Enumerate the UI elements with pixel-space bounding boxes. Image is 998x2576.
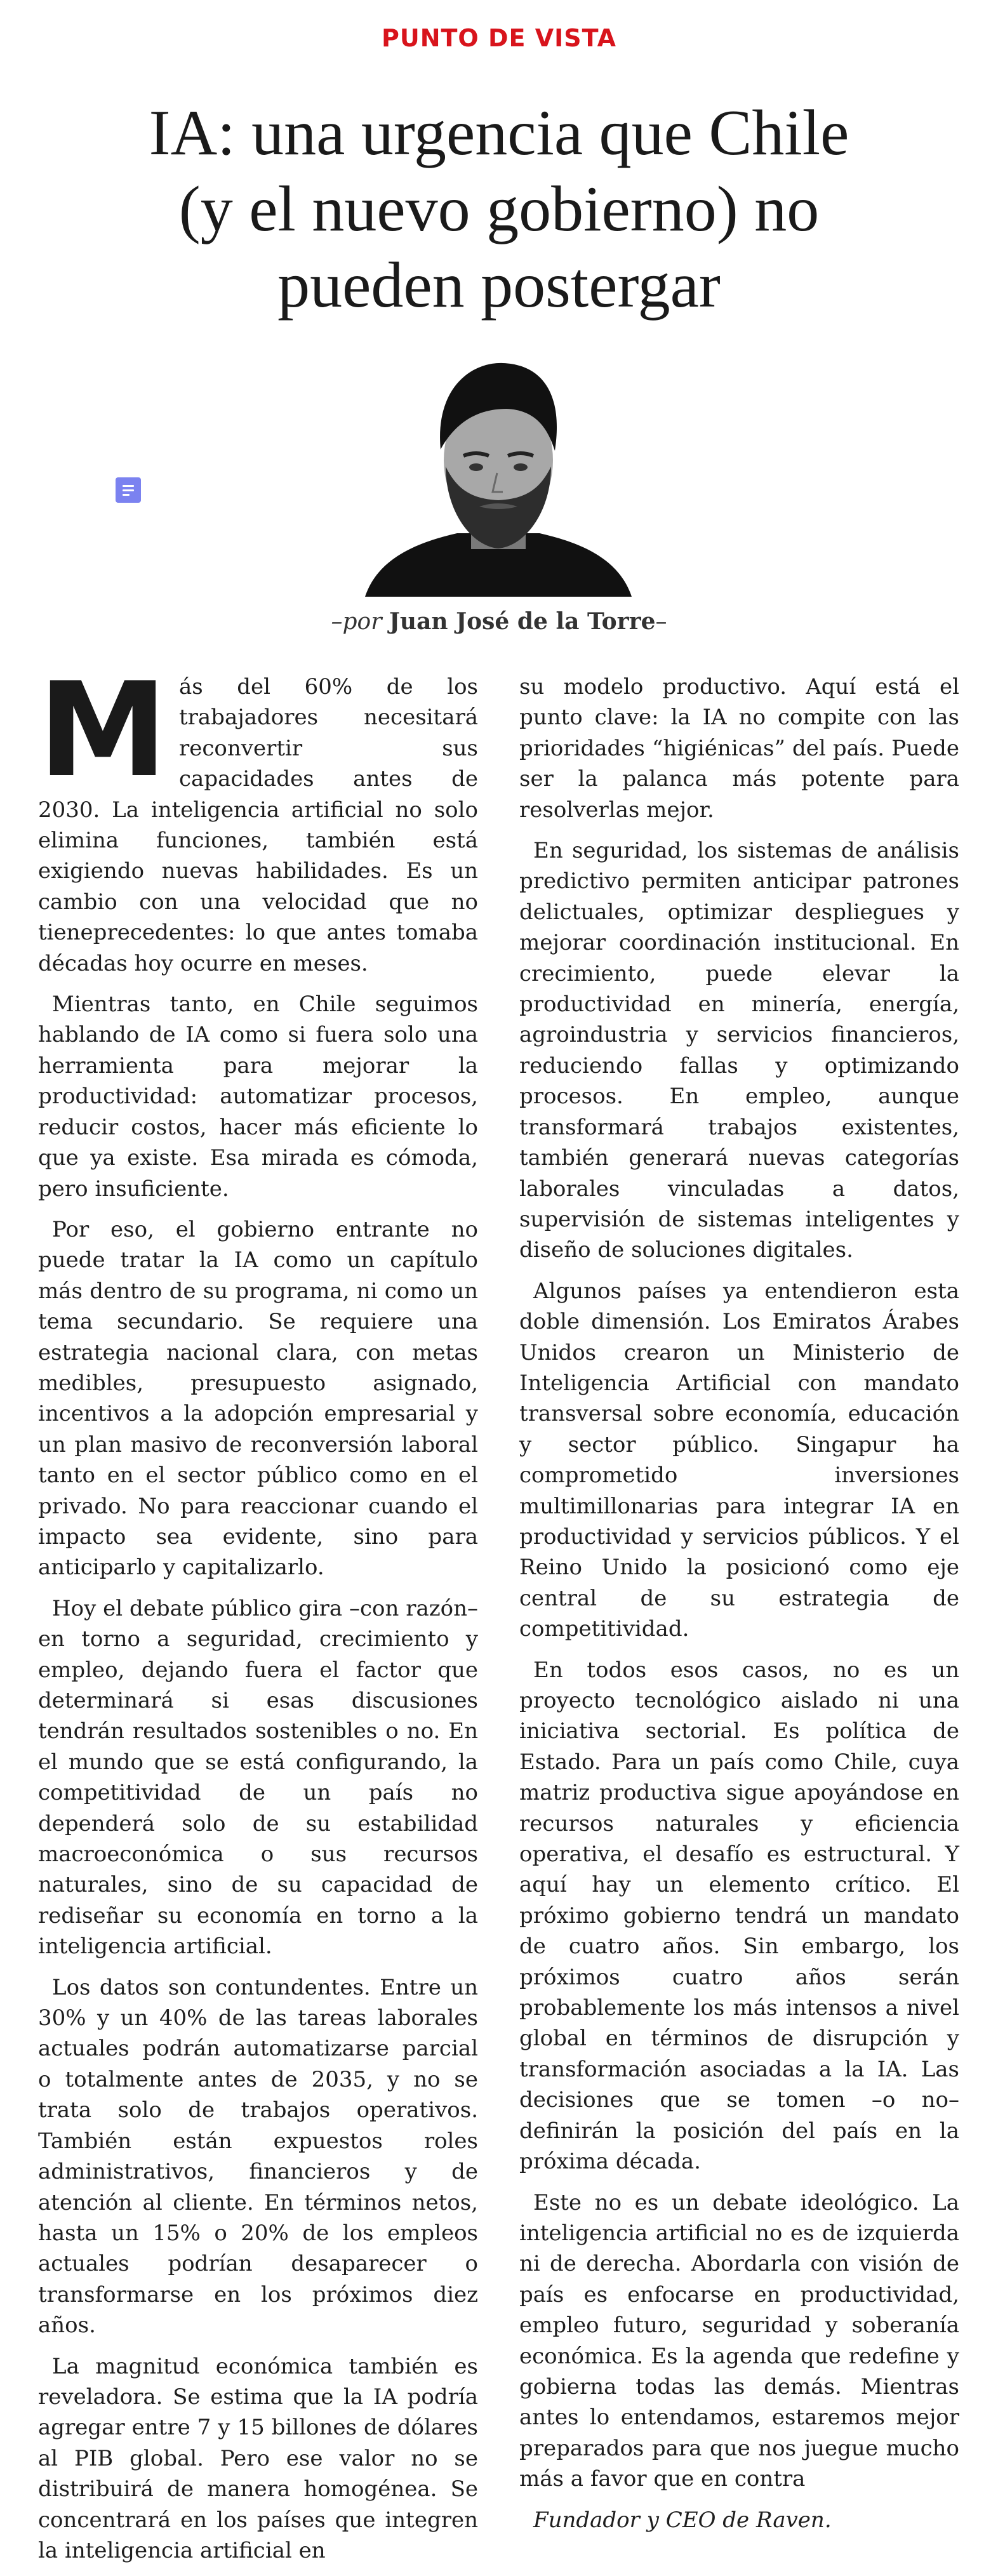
byline-author: Juan José de la Torre (389, 608, 656, 635)
section-label: PUNTO DE VISTA (382, 24, 616, 52)
article-paragraph: Por eso, el gobierno entrante no puede tratar la IA como un capítulo más dentro de su programa, ni como un tema secundario. Se requiere una estrategia nacional clara, con metas medibles, presupuesto asignado, incentivos a la adopción empresarial y un plan masivo de reconversión laboral tanto en el sector público como en el privado. No para reaccionar cuando el impacto sea evidente, sino para anticiparlo y capitalizarlo. (38, 1216, 478, 1581)
headline-line-1: IA: una urgencia que Chile (149, 97, 849, 169)
drop-cap: M (38, 655, 168, 806)
article-paragraph: En seguridad, los sistemas de análisis predictivo permiten anticipar patrones delictuales, optimizar despliegues y mejorar coordinación institucional. En crecimiento, puede elevar la productividad en minería, energía, agroindustria y servicios financieros, reduciendo fallas y optimizando procesos. En empleo, aunque transformará trabajos existentes, también generará nuevas categorías laborales vinculadas a datos, supervisión de sistemas inteligentes y diseño de soluciones digitales. (519, 838, 959, 1263)
article-column-left (38, 655, 478, 2576)
note-icon[interactable] (116, 477, 141, 503)
byline-suffix: – (655, 609, 667, 635)
byline-prefix: –por (331, 609, 382, 635)
headline-line-2: (y el nuevo gobierno) no (178, 173, 820, 245)
article-paragraph: Los datos son contundentes. Entre un 30% y un 40% de las tareas laborales actuales podrán automatizarse parcial o totalmente antes de 2035, y no se trata solo de trabajos operativos. También están expuestos roles administrativos, financieros y de atención al cliente. En términos netos, hasta un 15% o 20% de los empleos actuales podrían desaparecer o transformarse en los próximos diez años. (38, 1974, 478, 2339)
byline (0, 608, 998, 635)
article-paragraph: Este no es un debate ideológico. La inteligencia artificial no es de izquierda ni de derecha. Abordarla con visión de país es enfocarse en productividad, empleo futuro, seguridad y soberanía económica. Es la agenda que redefine y gobierna todas las demás. Mientras antes lo entendamos, estaremos mejor preparados para que nos juegue mucho más a favor que en contra (519, 2189, 959, 2492)
article-paragraph: Más del 60% de los trabajadores necesitará reconvertir sus capacidades antes de 2030. La inteligencia artificial no solo elimina funciones, también está exigiendo nuevas habilidades. Es un cambio con una velocidad que no tieneprecedentes: lo que antes tomaba décadas hoy ocurre en meses. (38, 655, 478, 976)
article-paragraph: Algunos países ya entendieron esta doble dimensión. Los Emiratos Árabes Unidos crearon un Ministerio de Inteligencia Artificial con mandato transversal sobre economía, educación y sector público. Singapur ha comprometido inversiones multimillonarias para integrar IA en productividad y servicios públicos. Y el Reino Unido la posicionó como eje central de su estrategia de competitividad. (519, 1278, 959, 1642)
article-paragraph: Mientras tanto, en Chile seguimos hablando de IA como si fuera solo una herramienta para mejorar la productividad: automatizar procesos, reducir costos, hacer más eficiente lo que ya existe. Esa mirada es cómoda, pero insuficiente. (38, 992, 478, 1202)
article-paragraph: Hoy el debate público gira –con razón– en torno a seguridad, crecimiento y empleo, dejando fuera el factor que determinará si esas discusiones tendrán resultados sostenibles o no. En el mundo que se está configurando, la competitividad de un país no dependerá solo de su estabilidad macroeconómica o sus recursos naturales, sino de su capacidad de rediseñar su economía en torno a la inteligencia artificial. (38, 1595, 478, 1960)
article-paragraph: La magnitud económica también es reveladora. Se estima que la IA podría agregar entre 7 y 15 billones de dólares al PIB global. Pero ese valor no se distribuirá de manera homogénea. Se concentrará en los países que integren la inteligencia artificial en (38, 2353, 478, 2563)
headline (38, 95, 960, 324)
article-column-right (519, 672, 959, 2546)
author-signature: Fundador y CEO de Raven. (533, 2507, 832, 2533)
headline-line-3: pueden postergar (277, 249, 721, 321)
author-photo (362, 355, 635, 597)
article-paragraph: En todos esos casos, no es un proyecto tecnológico aislado ni una iniciativa sectorial. Es política de Estado. Para un país como Chile, cuya matriz productiva sigue apoyándose en recursos naturales y eficiencia operativa, el desafío es estructural. Y aquí hay un elemento crítico. El próximo gobierno tendrá un mandato de cuatro años. Sin embargo, los próximos cuatro años serán probablemente los más intensos a nivel global en términos de disrupción y transformación asociadas a la IA. Las decisiones que se tomen –o no–definirán la posición del país en la próxima década. (519, 1657, 959, 2175)
article-paragraph: su modelo productivo. Aquí está el punto clave: la IA no compite con las prioridades “higiénicas” del país. Puede ser la palanca más potente para resolverlas mejor. (519, 674, 959, 823)
